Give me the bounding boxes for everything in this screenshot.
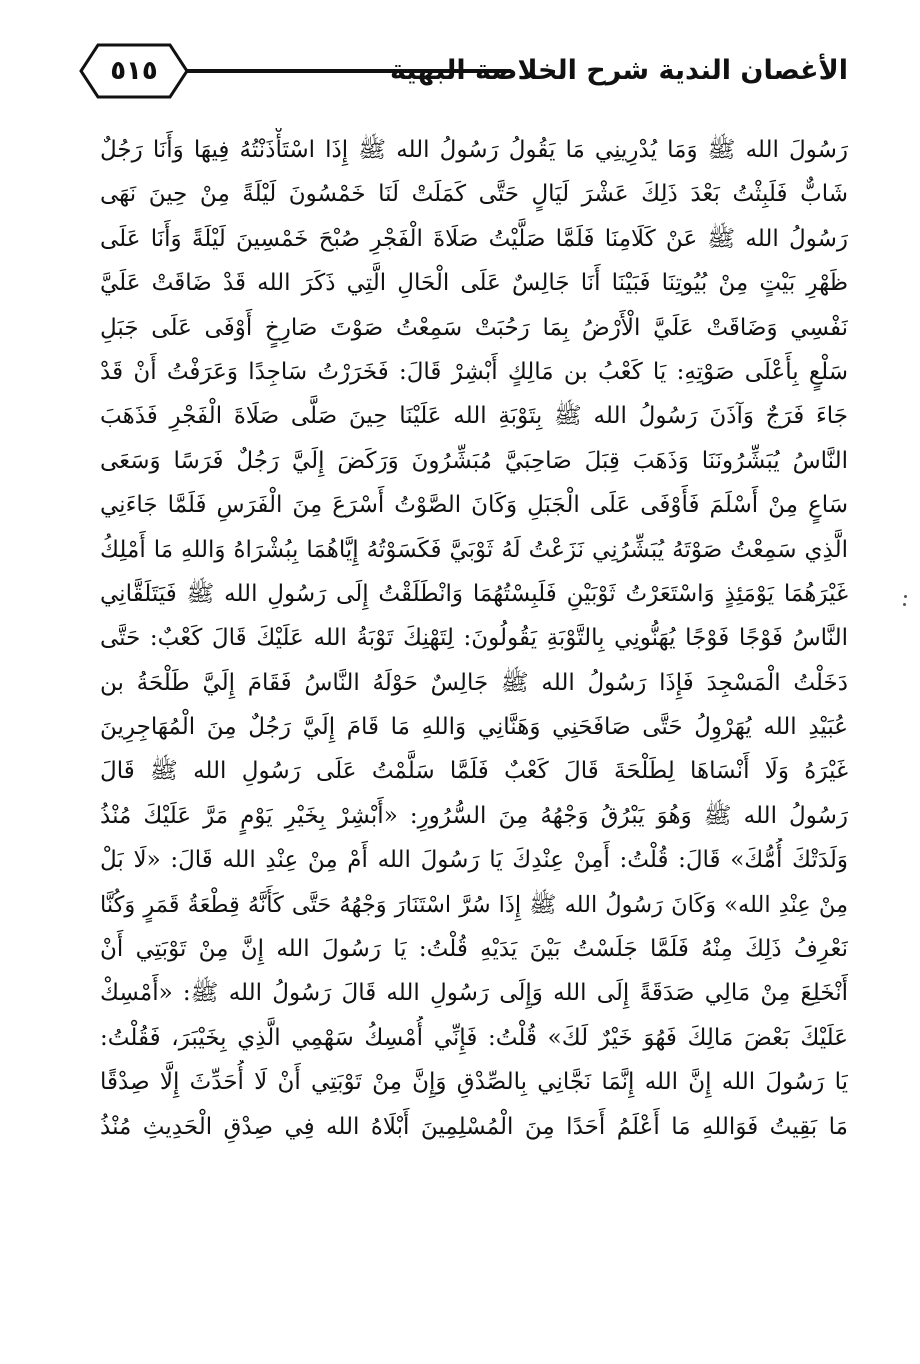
text-line: سَاعٍ مِنْ أَسْلَمَ فَأَوْفَى عَلَى الْجَبَلِ وَكَانَ الصَّوْتُ أَسْرَعَ مِنَ الْفَرَسِ فَلَمَّا جَاءَنِي xyxy=(100,492,848,519)
text-line: دَخَلْتُ الْمَسْجِدَ فَإِذَا رَسُولُ الله ﷺ جَالِسٌ حَوْلَهُ النَّاسُ فَقَامَ إِلَيَّ طَلْحَةُ بن xyxy=(100,669,848,696)
page-number-frame xyxy=(78,42,190,100)
text-line: النَّاسُ يُبَشِّرُونَنَا وَذَهَبَ قِبَلَ صَاحِبَيَّ مُبَشِّرُونَ وَرَكَضَ إِلَيَّ رَجُلٌ فَرَسًا وَسَعَى xyxy=(100,447,848,474)
text-line: يَا رَسُولَ الله إِنَّ الله إِنَّمَا نَجَّانِي بِالصِّدْقِ وَإِنَّ مِنْ تَوْبَتِي أَنْ لَا أُحَدِّثَ إِلَّا صِدْقًا xyxy=(100,1069,848,1096)
text-line: شَابٌّ فَلَبِثْتُ بَعْدَ ذَلِكَ عَشْرَ لَيَالٍ حَتَّى كَمَلَتْ لَنَا خَمْسُونَ لَيْلَةً مِنْ حِينَ نَهَى xyxy=(100,181,848,208)
text-line: سَلْعٍ بِأَعْلَى صَوْتِهِ: يَا كَعْبُ بن مَالِكٍ أَبْشِرْ قَالَ: فَخَرَرْتُ سَاجِدًا وَعَرَفْتُ أَنْ قَدْ xyxy=(100,358,848,385)
stray-mark xyxy=(903,603,906,606)
text-line: عَلَيْكَ بَعْضَ مَالِكَ فَهُوَ خَيْرٌ لَكَ» قُلْتُ: فَإِنِّي أُمْسِكُ سَهْمِي الَّذِي بِخَيْبَرَ، فَقُلْتُ: xyxy=(100,1024,848,1051)
text-line: غَيْرَهُ وَلَا أَنْسَاهَا لِطَلْحَةَ قَالَ كَعْبٌ فَلَمَّا سَلَّمْتُ عَلَى رَسُولِ الله ﷺ قَالَ xyxy=(100,758,848,785)
text-line: النَّاسُ فَوْجًا فَوْجًا يُهَنُّونِي بِالتَّوْبَةِ يَقُولُونَ: لِتَهْنِكَ تَوْبَةُ الله عَلَيْكَ قَالَ كَعْبٌ: حَتَّى xyxy=(100,625,848,652)
text-line: الَّذِي سَمِعْتُ صَوْتَهُ يُبَشِّرُنِي نَزَعْتُ لَهُ ثَوْبَيَّ فَكَسَوْتُهُ إِيَّاهُمَا بِبُشْرَاهُ وَاللهِ مَا أَمْلِكُ xyxy=(100,536,848,563)
text-line: عُبَيْدِ الله يُهَرْوِلُ حَتَّى صَافَحَنِي وَهَنَّانِي وَاللهِ مَا قَامَ إِلَيَّ رَجُلٌ مِنَ الْمُهَاجِرِينَ xyxy=(100,714,848,741)
body-text xyxy=(100,128,848,1149)
text-line: أَنْخَلِعَ مِنْ مَالِي صَدَقَةً إِلَى الله وَإِلَى رَسُولِ الله قَالَ رَسُولُ الله ﷺ: «أَمْسِكْ xyxy=(100,980,848,1007)
page-header xyxy=(78,42,848,102)
text-line: رَسُولُ الله ﷺ وَهُوَ يَبْرُقُ وَجْهُهُ مِنَ السُّرُورِ: «أَبْشِرْ بِخَيْرِ يَوْمٍ مَرَّ عَلَيْكَ مُنْذُ xyxy=(100,802,848,829)
text-line: رَسُولُ الله ﷺ عَنْ كَلَامِنَا فَلَمَّا صَلَّيْتُ صَلَاةَ الْفَجْرِ صُبْحَ خَمْسِينَ لَيْلَةً وَأَنَا عَلَى xyxy=(100,225,848,252)
text-line: ظَهْرِ بَيْتٍ مِنْ بُيُوتِنَا فَبَيْنَا أَنَا جَالِسٌ عَلَى الْحَالِ الَّتِي ذَكَرَ الله قَدْ ضَاقَتْ عَلَيَّ xyxy=(100,270,848,297)
text-line: وَلَدَتْكَ أُمُّكَ» قَالَ: قُلْتُ: أَمِنْ عِنْدِكَ يَا رَسُولَ الله أَمْ مِنْ عِنْدِ الله قَالَ: «لَا بَلْ xyxy=(100,847,848,874)
text-line: نَفْسِي وَضَاقَتْ عَلَيَّ الْأَرْضُ بِمَا رَحُبَتْ سَمِعْتُ صَوْتَ صَارِخٍ أَوْفَى عَلَى جَبَلِ xyxy=(100,314,848,341)
page-number: ٥١٥ xyxy=(110,56,158,86)
text-line: نَعْرِفُ ذَلِكَ مِنْهُ فَلَمَّا جَلَسْتُ بَيْنَ يَدَيْهِ قُلْتُ: يَا رَسُولَ الله إِنَّ مِنْ تَوْبَتِي أَنْ xyxy=(100,936,848,963)
text-line: مَا بَقِيتُ فَوَاللهِ مَا أَعْلَمُ أَحَدًا مِنَ الْمُسْلِمِينَ أَبْلَاهُ الله فِي صِدْقِ الْحَدِيثِ مُنْذُ xyxy=(100,1113,848,1140)
text-line: غَيْرَهُمَا يَوْمَئِذٍ وَاسْتَعَرْتُ ثَوْبَيْنِ فَلَبِسْتُهُمَا وَانْطَلَقْتُ إِلَى رَسُولِ الله ﷺ فَيَتَلَقَّانِي xyxy=(100,580,848,607)
text-line: رَسُولَ الله ﷺ وَمَا يُدْرِينِي مَا يَقُولُ رَسُولُ الله ﷺ إِذَا اسْتَأْذَنْتُهُ فِيهَا وَأَنَا رَجُلٌ xyxy=(100,137,848,163)
stray-mark xyxy=(904,595,907,598)
running-title: الأغصان الندية شرح الخلاصة البهية xyxy=(390,55,848,86)
text-line: جَاءَ فَرَجٌ وَآذَنَ رَسُولُ الله ﷺ بِتَوْبَةِ الله عَلَيْنَا حِينَ صَلَّى صَلَاةَ الْفَجْرِ فَذَهَبَ xyxy=(100,403,848,430)
text-line: مِنْ عِنْدِ الله» وَكَانَ رَسُولُ الله ﷺ إِذَا سُرَّ اسْتَنَارَ وَجْهُهُ حَتَّى كَأَنَّهُ قِطْعَةُ قَمَرٍ وَكُنَّا xyxy=(100,891,848,918)
